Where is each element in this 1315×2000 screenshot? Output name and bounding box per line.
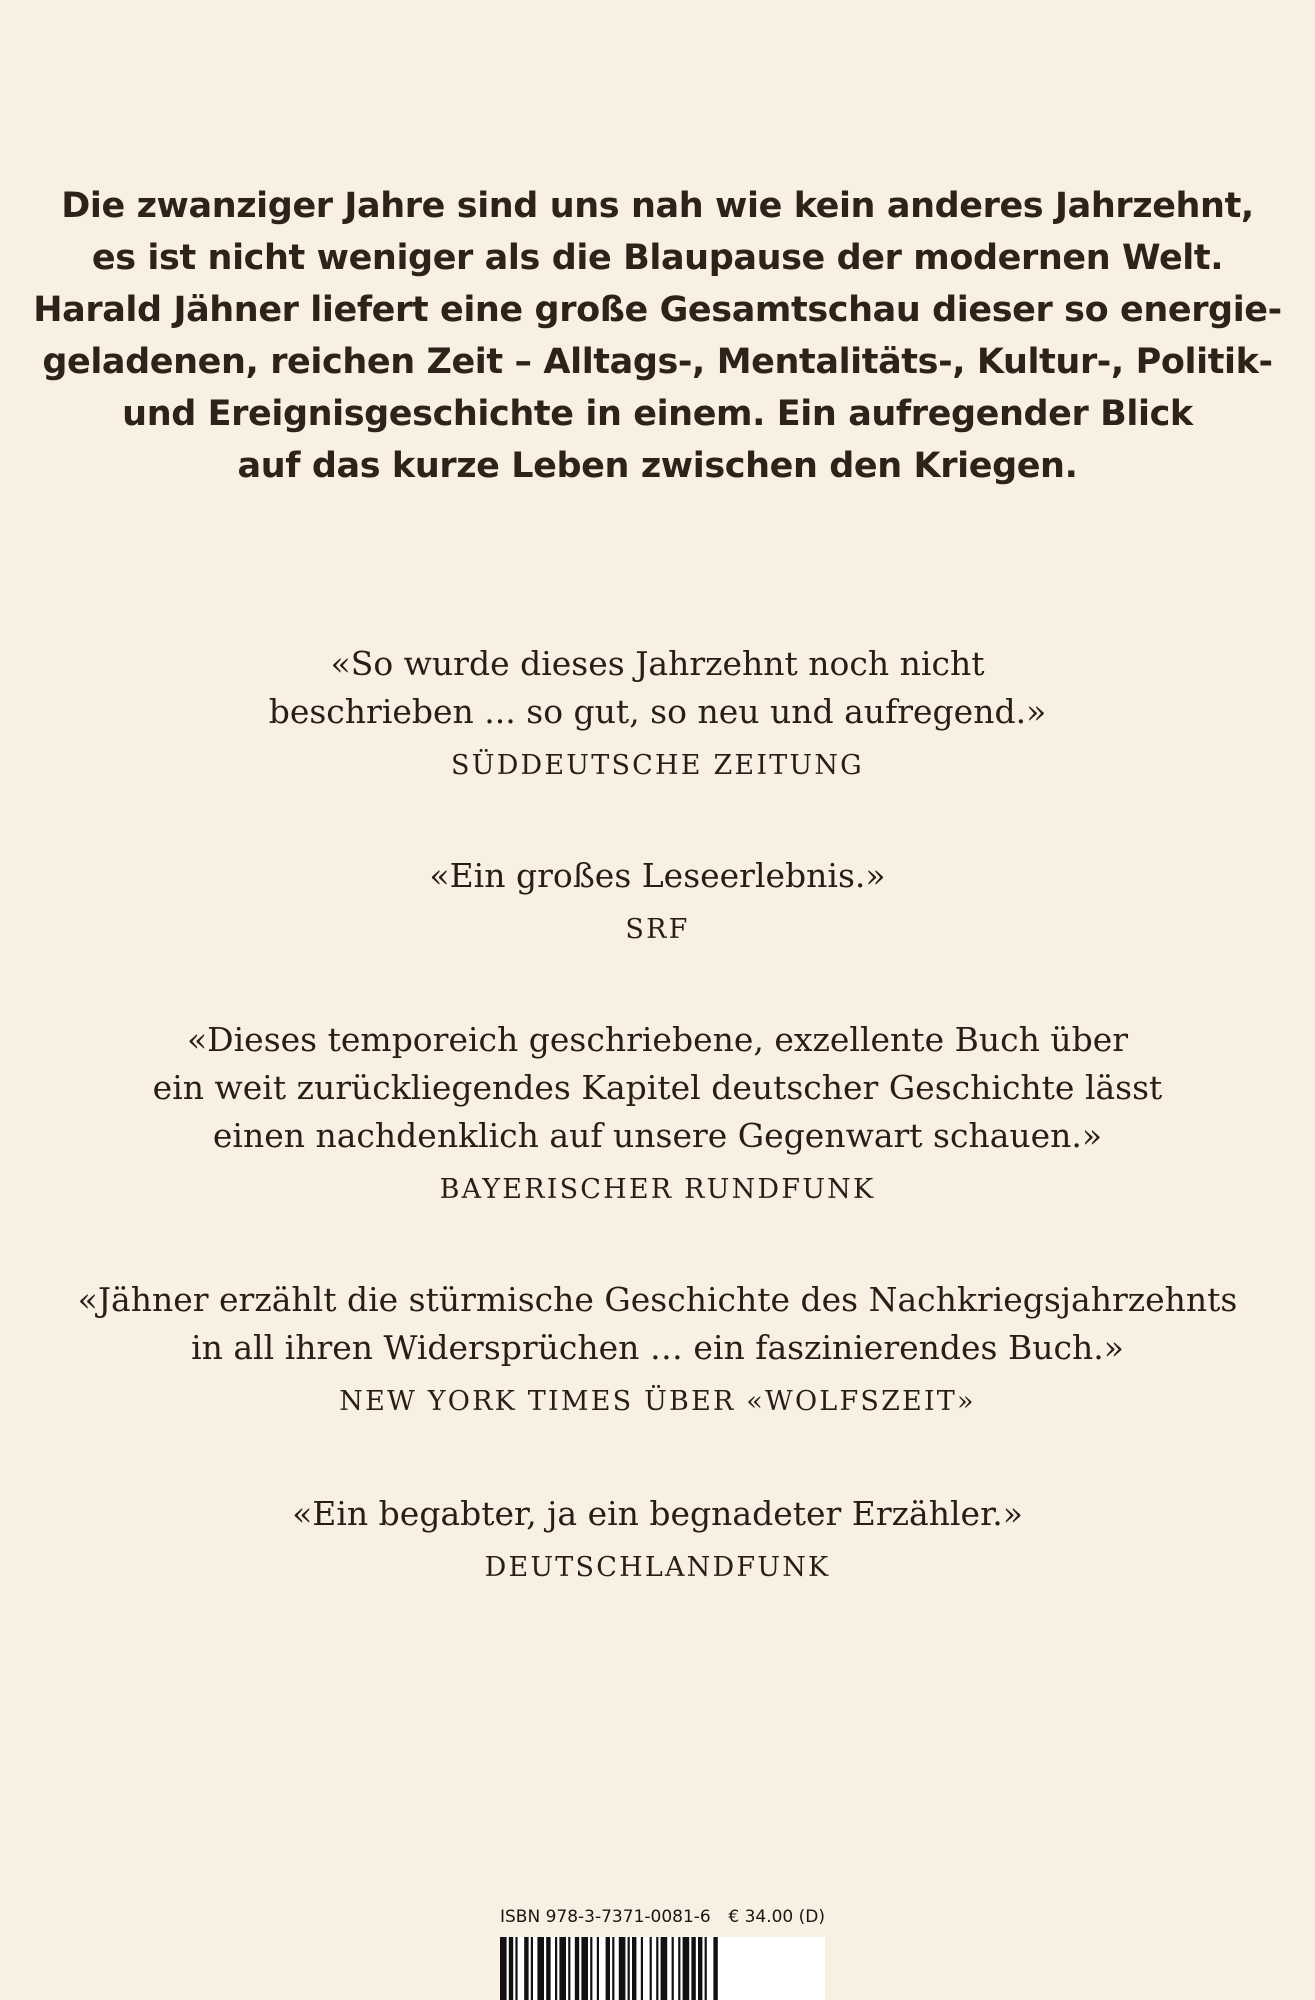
blurb-line: auf das kurze Leben zwischen den Kriegen. xyxy=(237,446,1078,486)
quote-source: SÜDDEUTSCHE ZEITUNG xyxy=(451,750,864,781)
review-quote xyxy=(0,1276,1315,1422)
barcode-bar xyxy=(650,1937,652,2000)
quote-text: ein weit zurückliegendes Kapitel deutscher Geschichte lässt xyxy=(152,1068,1163,1107)
barcode-bar xyxy=(606,1937,610,2000)
barcode-bar xyxy=(641,1937,643,2000)
isbn-barcode-block xyxy=(500,1905,825,2000)
quote-source: BAYERISCHER RUNDFUNK xyxy=(439,1174,876,1205)
barcode-bar xyxy=(713,1937,717,2000)
quote-text: einen nachdenklich auf unsere Gegenwart schauen.» xyxy=(212,1116,1103,1155)
blurb-line: und Ereignisgeschichte in einem. Ein aufregender Blick xyxy=(122,394,1193,434)
barcode-bar xyxy=(683,1937,690,2000)
barcode-bar xyxy=(705,1937,707,2000)
quote-source: SRF xyxy=(625,914,690,945)
barcode-bar xyxy=(678,1937,680,2000)
barcode-bar xyxy=(672,1937,674,2000)
isbn-label xyxy=(500,1905,825,1929)
barcode-bar xyxy=(619,1937,626,2000)
barcode-bar xyxy=(590,1937,592,2000)
barcode-bar xyxy=(568,1937,570,2000)
barcode-bar xyxy=(555,1937,557,2000)
quote-text: «Ein begabter, ja ein begnadeter Erzähler.» xyxy=(292,1494,1023,1533)
barcode-bar xyxy=(575,1937,579,2000)
barcode-bar xyxy=(597,1937,599,2000)
barcode-bar xyxy=(581,1937,588,2000)
review-quote xyxy=(0,640,1315,786)
blurb-line: es ist nicht weniger als die Blaupause der modernen Welt. xyxy=(91,238,1224,278)
barcode-icon xyxy=(500,1937,825,2000)
book-blurb xyxy=(0,180,1315,492)
barcode-bar xyxy=(546,1937,550,2000)
barcode-bar xyxy=(628,1937,630,2000)
review-quote xyxy=(0,1016,1315,1210)
isbn-number: ISBN 978-3-7371-0081-6 xyxy=(500,1907,711,1927)
quote-text: «Ein großes Leseerlebnis.» xyxy=(429,856,886,895)
review-quote xyxy=(0,852,1315,950)
quote-text: «So wurde dieses Jahrzehnt noch nicht xyxy=(330,644,985,683)
barcode-bar xyxy=(531,1937,533,2000)
barcode-bar xyxy=(661,1937,668,2000)
barcode-bar xyxy=(632,1937,636,2000)
barcode-bar xyxy=(524,1937,528,2000)
blurb-line: Die zwanziger Jahre sind uns nah wie kein anderes Jahrzehnt, xyxy=(61,186,1254,226)
price-label: € 34.00 (D) xyxy=(728,1907,825,1927)
quote-text: «Jähner erzählt die stürmische Geschichte des Nachkriegsjahrzehnts xyxy=(77,1280,1238,1319)
barcode-bar xyxy=(691,1937,695,2000)
barcode-bar xyxy=(515,1937,517,2000)
barcode-bar xyxy=(612,1937,614,2000)
barcode-bar xyxy=(500,1937,507,2000)
quote-text: in all ihren Widersprüchen … ein faszinierendes Buch.» xyxy=(191,1328,1124,1367)
quote-text: beschrieben ... so gut, so neu und aufregend.» xyxy=(268,692,1047,731)
review-quote xyxy=(0,1490,1315,1588)
barcode-bar xyxy=(698,1937,702,2000)
barcode-bar xyxy=(537,1937,544,2000)
blurb-line: Harald Jähner liefert eine große Gesamtschau dieser so energie- xyxy=(33,290,1282,330)
blurb-line: geladenen, reichen Zeit – Alltags-, Mentalitäts-, Kultur-, Politik- xyxy=(42,342,1273,382)
barcode-bar xyxy=(559,1937,566,2000)
quote-source: DEUTSCHLANDFUNK xyxy=(484,1552,831,1583)
barcode-bar xyxy=(509,1937,513,2000)
quote-source: NEW YORK TIMES ÜBER «WOLFSZEIT» xyxy=(339,1386,976,1417)
quote-text: «Dieses temporeich geschriebene, exzellente Buch über xyxy=(186,1020,1128,1059)
barcode-bar xyxy=(656,1937,658,2000)
